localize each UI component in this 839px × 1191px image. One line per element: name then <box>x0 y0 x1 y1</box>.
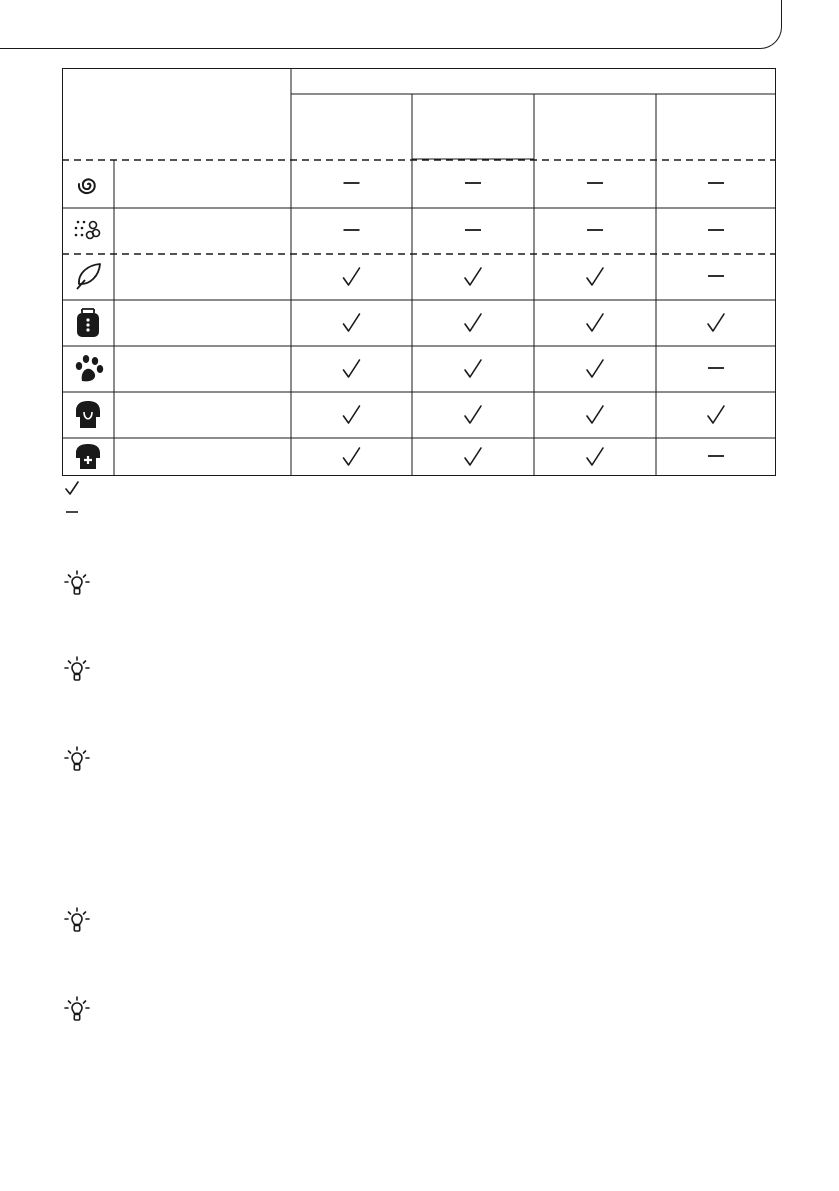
garment-icon <box>76 401 100 428</box>
check-mark <box>344 406 360 423</box>
tip-2 <box>62 655 92 689</box>
spiral-icon <box>79 179 95 193</box>
lightbulb-icon <box>62 745 92 779</box>
check-mark <box>465 360 481 377</box>
check-mark <box>344 268 360 285</box>
tip-4 <box>62 906 92 940</box>
dash-icon <box>64 504 80 520</box>
legend <box>64 480 104 524</box>
dots-leaf-icon <box>75 221 100 239</box>
check-mark <box>465 268 481 285</box>
lightbulb-icon <box>62 655 92 689</box>
bag-icon <box>77 309 99 337</box>
legend-check <box>64 480 80 501</box>
check-mark <box>465 314 481 331</box>
legend-dash <box>64 504 80 525</box>
check-mark <box>344 448 360 465</box>
check-mark <box>344 360 360 377</box>
paw-icon <box>76 355 103 381</box>
table-outer-border <box>63 69 776 476</box>
check-mark <box>587 268 603 285</box>
check-mark <box>465 406 481 423</box>
tip-3 <box>62 745 92 779</box>
check-mark <box>465 448 481 465</box>
tip-5 <box>62 995 92 1029</box>
lightbulb-icon <box>62 995 92 1029</box>
check-mark <box>344 314 360 331</box>
check-mark <box>587 406 603 423</box>
check-mark <box>708 406 724 423</box>
filter-compatibility-table <box>62 68 776 476</box>
check-mark <box>587 314 603 331</box>
table-graphic <box>62 68 776 476</box>
check-mark <box>587 448 603 465</box>
lightbulb-icon <box>62 906 92 940</box>
check-icon <box>64 480 80 496</box>
medical-shirt-icon <box>76 444 100 469</box>
lightbulb-icon <box>62 569 92 603</box>
check-mark <box>708 314 724 331</box>
check-mark <box>587 360 603 377</box>
feather-icon <box>77 264 100 289</box>
tip-1 <box>62 569 92 603</box>
page-corner-border <box>0 0 782 49</box>
